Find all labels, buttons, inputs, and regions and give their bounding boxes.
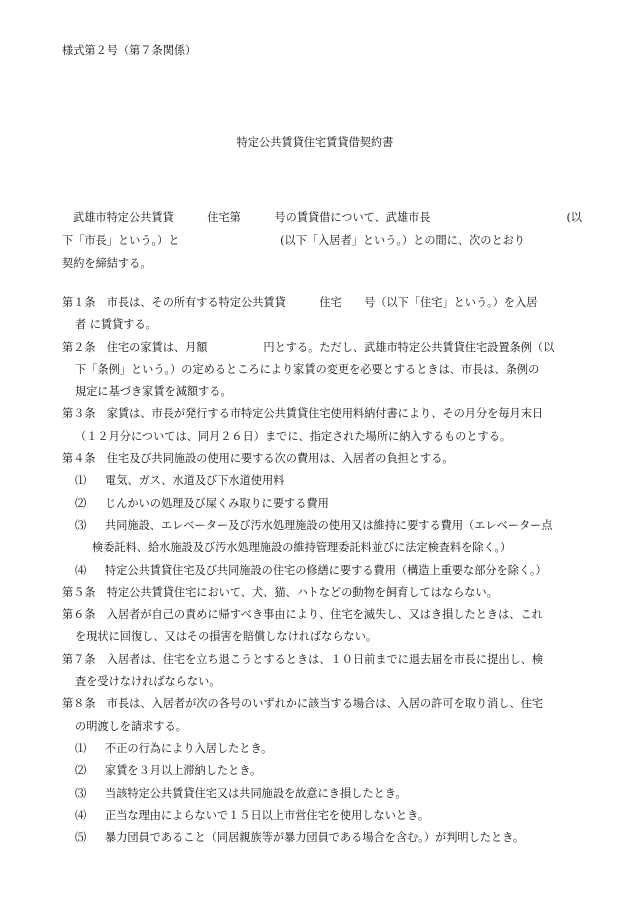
article-8-line: 第８条 市長は、入居者が次の各号のいずれかに該当する場合は、入居の許可を取り消し、住宅 [62,697,544,711]
preamble [62,207,582,276]
articles [62,292,582,849]
article-4-item [62,560,582,582]
item-text: 当該特定公共賃貸住宅又は共同施設を故意にき損したとき。 [105,786,407,800]
item-number: ⑴ [75,474,87,488]
item-number: ⑸ [75,831,87,845]
item-text: 家賃を３月以上滞納したとき。 [105,764,262,778]
article-8-item [62,760,582,782]
preamble-line [62,207,582,230]
article-4-line: 第４条 住宅及び共同施設の使用に要する次の費用は、入居者の負担とする。 [62,452,454,466]
article-1-line: 者 に賃貸する。 [75,318,157,332]
document-title: 特定公共賃貸住宅賃貸借契約書 [236,136,394,149]
article-1-line: 第１条 市長は、その所有する特定公共賃貸 住宅 号（以下「住宅」という。）を入居 [62,296,538,309]
item-text: 電気、ガス、水道及び下水道使用料 [105,474,285,488]
preamble-line: 契約を締結する。 [62,257,152,270]
article-6-line: を現状に回復し、又はその損害を賠償しなければならない。 [75,630,378,644]
item-text: 特定公共賃貸住宅及び共同施設の住宅の修繕に要する費用（構造上重要な部分を除く。） [105,563,547,577]
preamble-text: 武雄市特定公共賃貸 住宅第 号の賃貸借について、武雄市長 [73,211,431,224]
article-3-line: 第３条 家賃は、市長が発行する市特定公共賃貸住宅使用料納付書により、その月分を毎月末日 [62,407,544,421]
item-number: ⑴ [75,741,87,755]
item-number: ⑶ [75,518,87,532]
article-8-line: の明渡しを請求する。 [75,719,187,733]
item-text: 暴力団員であること（同居親族等が暴力団員である場合を含む。）が判明したとき。 [105,831,525,845]
article-2-line: 第２条 住宅の家賃は、月額 円とする。ただし、武雄市特定公共賃貸住宅設置条例（以 [62,340,555,354]
article-2-line: 規定に基づき家賃を減額する。 [75,385,232,399]
article-7-line: 第７条 入居者は、住宅を立ち退こうとするときは、１０日前までに退去届を市長に提出し、検 [62,652,544,666]
article-8-item [62,783,582,805]
article-7-line: 査を受けなければならない。 [75,675,221,689]
form-number: 様式第２号（第７条関係） [62,44,197,57]
item-number: ⑷ [75,808,87,822]
article-8-item [62,805,582,827]
item-number: ⑵ [75,496,87,510]
item-number: ⑶ [75,786,87,800]
article-2-line: 下「条例」という。）の定めるところにより家賃の変更を必要とするときは、市長は、条例の [75,362,540,376]
article-4-item [62,515,582,537]
article-3-line: （１２月分については、同月２６日）までに、指定された場所に納入するものとする。 [75,429,512,443]
item-text: 不正の行為により入居したとき。 [105,741,273,755]
article-4-item [62,470,582,492]
article-5-line: 第５条 特定公共賃貸住宅において、犬、猫、ハトなどの動物を飼育してはならない。 [62,585,498,599]
article-4-item-cont: 検委託料、給水施設及び汚水処理施設の維持管理委託料並びに法定検査料を除く。） [92,541,512,555]
item-text: じんかいの処理及び屎くみ取りに要する費用 [105,496,329,510]
item-text: 正当な理由によらないで１５日以上市営住宅を使用しないとき。 [105,808,429,822]
article-4-item [62,493,582,515]
item-number: ⑵ [75,764,87,778]
article-6-line: 第６条 入居者が自己の責めに帰すべき事由により、住宅を滅失し、又はき損したときは、これ [62,608,543,622]
preamble-text: (以 [566,211,582,224]
item-number: ⑷ [75,563,87,577]
article-8-item [62,827,582,849]
article-8-item [62,738,582,760]
preamble-line: 下「市長」という。）と (以下「入居者」という。）との間に、次のとおり [62,234,526,247]
item-text: 共同施設、エレベーター及び汚水処理施設の使用又は維持に要する費用（エレベーター点 [105,518,553,532]
